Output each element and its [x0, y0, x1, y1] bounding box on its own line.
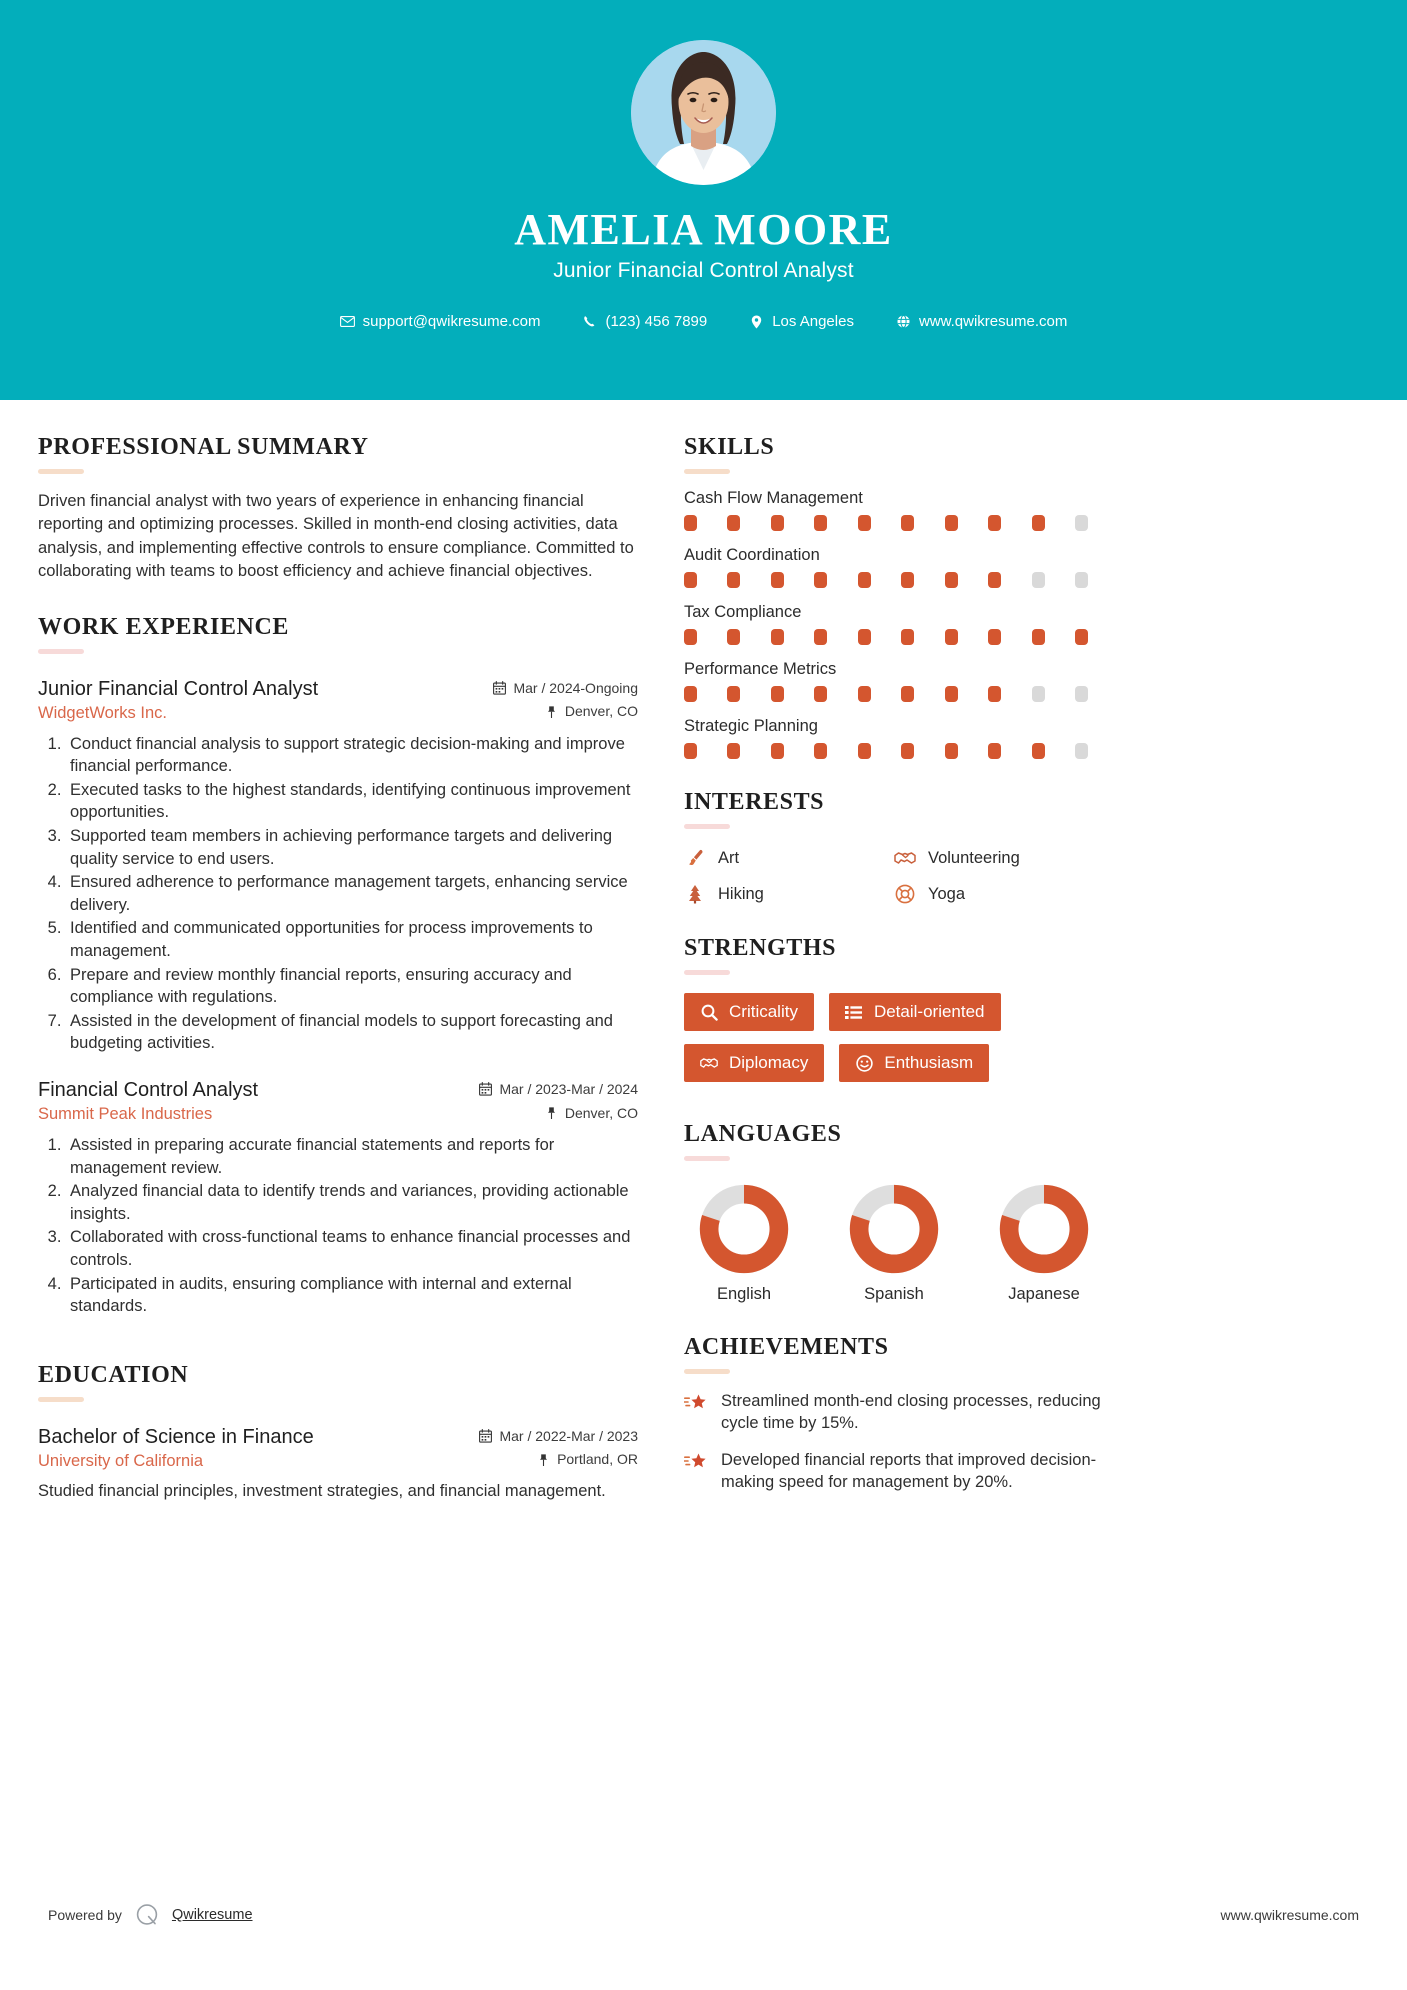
footer [0, 1902, 1407, 1928]
section-rule [684, 824, 730, 829]
language-donut [848, 1183, 940, 1275]
resume-header [0, 0, 1407, 400]
summary-text: Driven financial analyst with two years of experience in enhancing financial reporting and optimizing processes. Skilled in month-end closing activities, data analysis, and implementing effective controls to ensure compliance. Committed to collaborating with teams to boost efficiency and achieve financial objectives. [38, 492, 634, 581]
powered-by-label: Powered by [48, 1907, 122, 1923]
skill-dot [1032, 743, 1045, 759]
experience-bullet: 5. Identified and communicated opportunities for process improvements to management. [66, 917, 638, 962]
experience-entry [38, 1079, 638, 1318]
skill-dot [727, 743, 740, 759]
skill-dot [988, 515, 1001, 531]
qwikresume-logo-icon [134, 1902, 160, 1928]
language-donut [998, 1183, 1090, 1275]
education-dates [479, 1428, 638, 1444]
section-title-education: EDUCATION [38, 1361, 189, 1388]
skill-dot [858, 629, 871, 645]
experience-bullets [66, 733, 638, 1055]
education-dates-text: Mar / 2022-Mar / 2023 [499, 1427, 638, 1444]
contact-phone[interactable] [582, 313, 707, 330]
interest-item [894, 847, 1104, 869]
achievement-list [684, 1390, 1104, 1494]
section-rule [684, 1156, 730, 1161]
skill-dot [901, 743, 914, 759]
section-languages [684, 1121, 1104, 1304]
experience-bullets [66, 1134, 638, 1318]
language-item [834, 1183, 954, 1304]
interest-item [894, 883, 1104, 905]
experience-bullet: 4. Participated in audits, ensuring compliance with internal and external standards. [66, 1273, 638, 1318]
contact-website[interactable] [896, 313, 1067, 330]
paintbrush-icon [684, 847, 706, 869]
section-work-experience [38, 614, 638, 1318]
interest-grid [684, 847, 1104, 905]
skill-dot [771, 686, 784, 702]
skill-name: Performance Metrics [684, 660, 837, 678]
interest-label: Art [718, 848, 740, 867]
experience-dates-text: Mar / 2023-Mar / 2024 [499, 1081, 638, 1097]
section-rule [38, 1397, 84, 1402]
skill-dot [901, 686, 914, 702]
smiley-icon [855, 1054, 873, 1072]
skill-item [684, 717, 1104, 759]
skill-dot [684, 572, 697, 588]
skill-dot [945, 629, 958, 645]
left-column [38, 434, 638, 1508]
map-pin-icon [545, 704, 558, 718]
skill-dot [771, 515, 784, 531]
globe-icon [896, 314, 911, 329]
magnifier-icon [700, 1003, 718, 1021]
experience-role: Junior Financial Control Analyst [38, 677, 319, 700]
experience-location-text: Denver, CO [564, 1104, 638, 1121]
skill-name: Tax Compliance [684, 603, 802, 621]
experience-bullet: 2. Analyzed financial data to identify trends and variances, providing actionable insights. [66, 1180, 638, 1225]
skill-dot [858, 515, 871, 531]
education-school: University of California [38, 1451, 204, 1470]
section-title-achievements: ACHIEVEMENTS [684, 1334, 889, 1360]
skill-rating [684, 743, 1088, 759]
experience-bullet: 2. Executed tasks to the highest standards, identifying continuous improvement opportunities. [66, 779, 638, 824]
skill-item [684, 546, 1104, 588]
experience-role: Financial Control Analyst [38, 1079, 259, 1101]
interest-item [684, 883, 894, 905]
language-item [684, 1183, 804, 1304]
skill-dot [771, 572, 784, 588]
section-achievements [684, 1334, 1104, 1494]
section-title-skills: SKILLS [684, 434, 775, 460]
experience-entry [38, 678, 638, 1055]
skill-dot [858, 686, 871, 702]
strength-chip-detail-oriented [829, 993, 1001, 1031]
language-label: Spanish [864, 1285, 924, 1303]
experience-company: Summit Peak Industries [38, 1105, 213, 1123]
skill-item [684, 603, 1104, 645]
skill-item [684, 489, 1104, 531]
skill-dot [727, 629, 740, 645]
skill-dot [684, 743, 697, 759]
experience-bullet: 7. Assisted in the development of financial models to support forecasting and budgeting activities. [66, 1010, 638, 1055]
skill-dot [1032, 515, 1045, 531]
section-rule [38, 649, 84, 654]
skill-dot [1032, 572, 1045, 588]
skill-dot [988, 743, 1001, 759]
skill-dot [1075, 629, 1088, 645]
tree-icon [684, 883, 706, 905]
interest-label: Yoga [928, 884, 966, 903]
education-degree: Bachelor of Science in Finance [38, 1425, 314, 1448]
achievement-item [684, 1390, 1104, 1435]
skill-dot [945, 743, 958, 759]
strength-chip-diplomacy [684, 1044, 824, 1082]
skill-dot [858, 572, 871, 588]
education-location-text: Portland, OR [557, 1451, 638, 1468]
interest-label: Hiking [718, 884, 764, 903]
skill-dot [988, 572, 1001, 588]
skill-dot [901, 572, 914, 588]
candidate-name: AMELIA MOORE [514, 205, 893, 254]
language-label: Japanese [1008, 1285, 1080, 1303]
skill-dot [684, 686, 697, 702]
section-title-interests: INTERESTS [684, 789, 825, 815]
language-item [984, 1183, 1104, 1304]
strength-chip-criticality [684, 993, 814, 1031]
experience-dates [479, 1081, 638, 1097]
skill-rating [684, 515, 1088, 531]
skill-dot [945, 686, 958, 702]
contact-location-text: Los Angeles [772, 313, 854, 331]
experience-location [545, 1105, 638, 1121]
contact-email-text: support@qwikresume.com [362, 313, 541, 331]
right-column [684, 434, 1104, 1508]
experience-company: WidgetWorks Inc. [38, 703, 167, 722]
skill-dot [858, 743, 871, 759]
handshake-icon [894, 847, 916, 869]
map-pin-icon [545, 1106, 558, 1120]
interest-label: Volunteering [928, 848, 1020, 867]
section-title-experience: WORK EXPERIENCE [38, 613, 290, 640]
resume-body [0, 400, 1407, 1508]
interest-item [684, 847, 894, 869]
section-rule [684, 1369, 730, 1374]
section-title-summary: PROFESSIONAL SUMMARY [38, 434, 369, 460]
skill-dot [814, 743, 827, 759]
achievement-text: Developed financial reports that improved decision-making speed for management by 20%. [721, 1450, 1097, 1492]
section-title-languages: LANGUAGES [684, 1121, 842, 1147]
skill-dot [814, 572, 827, 588]
strength-label: Enthusiasm [884, 1053, 974, 1072]
skill-dot [1075, 572, 1088, 588]
experience-bullet: 3. Collaborated with cross-functional teams to enhance financial processes and controls. [66, 1226, 638, 1271]
contact-row [340, 313, 1068, 330]
skill-dot [1032, 629, 1045, 645]
calendar-icon [479, 1082, 492, 1096]
life-ring-icon [894, 883, 916, 905]
section-interests [684, 789, 1104, 905]
skill-dot [901, 629, 914, 645]
strength-chip-enthusiasm [839, 1044, 989, 1082]
section-professional-summary [38, 434, 638, 584]
education-description: Studied financial principles, investment strategies, and financial management. [38, 1481, 606, 1500]
skill-dot [945, 572, 958, 588]
language-label: English [716, 1285, 772, 1303]
section-rule [684, 469, 730, 474]
skill-name: Strategic Planning [684, 717, 818, 735]
skill-rating [684, 572, 1088, 588]
experience-location [545, 703, 638, 719]
education-entry [38, 1426, 638, 1503]
skill-dot [814, 515, 827, 531]
skill-dot [945, 515, 958, 531]
skill-dot [684, 629, 697, 645]
experience-bullet: 4. Ensured adherence to performance management targets, enhancing service delivery. [66, 871, 638, 916]
section-education [38, 1362, 638, 1503]
skill-dot [771, 629, 784, 645]
experience-bullet: 3. Supported team members in achieving performance targets and delivering quality service to end users. [66, 825, 638, 870]
contact-location [749, 313, 854, 330]
language-donut [698, 1183, 790, 1275]
skill-dot [1075, 515, 1088, 531]
section-title-strengths: STRENGTHS [684, 935, 837, 961]
skill-dot [727, 572, 740, 588]
footer-website[interactable]: www.qwikresume.com [1220, 1907, 1359, 1923]
shooting-star-icon [684, 1451, 708, 1475]
skill-rating [684, 686, 1088, 702]
skill-dot [684, 515, 697, 531]
experience-dates [493, 680, 638, 696]
phone-icon [582, 314, 597, 329]
achievement-item [684, 1449, 1104, 1494]
experience-location-text: Denver, CO [564, 703, 638, 720]
experience-bullet: 1. Conduct financial analysis to support strategic decision-making and improve financial performance. [66, 733, 638, 778]
skill-rating [684, 629, 1088, 645]
experience-bullet: 6. Prepare and review monthly financial reports, ensuring accuracy and compliance with regulations. [66, 964, 638, 1009]
skill-dot [988, 629, 1001, 645]
skill-name: Cash Flow Management [684, 489, 863, 507]
calendar-icon [479, 1429, 492, 1443]
location-pin-icon [749, 314, 764, 329]
qwikresume-brand-link[interactable]: Qwikresume [171, 1907, 253, 1923]
achievement-text: Streamlined month-end closing processes, reducing cycle time by 15%. [721, 1392, 1101, 1433]
contact-email[interactable] [340, 313, 541, 330]
language-row [684, 1183, 1104, 1304]
experience-dates-text: Mar / 2024-Ongoing [513, 679, 638, 696]
strength-rows [684, 993, 1104, 1082]
avatar [631, 40, 776, 185]
candidate-job-title: Junior Financial Control Analyst [553, 259, 854, 283]
avatar-photo [631, 40, 776, 185]
contact-website-text: www.qwikresume.com [918, 313, 1068, 331]
skill-dot [771, 743, 784, 759]
skill-dot [901, 515, 914, 531]
section-skills [684, 434, 1104, 759]
section-strengths [684, 935, 1104, 1082]
calendar-icon [493, 681, 506, 695]
strength-label: Detail-oriented [873, 1002, 985, 1021]
list-icon [845, 1003, 863, 1021]
section-rule [684, 970, 730, 975]
skill-dot [988, 686, 1001, 702]
skill-name: Audit Coordination [684, 546, 820, 564]
skill-dot [1075, 743, 1088, 759]
handshake-icon [700, 1054, 718, 1072]
skill-dot [1032, 686, 1045, 702]
skill-dot [814, 686, 827, 702]
strength-label: Diplomacy [729, 1053, 809, 1072]
map-pin-icon [537, 1452, 550, 1466]
skill-dot [814, 629, 827, 645]
envelope-icon [340, 314, 355, 329]
section-rule [38, 469, 84, 474]
skill-dot [1075, 686, 1088, 702]
contact-phone-text: (123) 456 7899 [605, 313, 708, 331]
shooting-star-icon [684, 1392, 708, 1416]
strength-label: Criticality [729, 1002, 798, 1021]
skill-dot [727, 686, 740, 702]
skill-dot [727, 515, 740, 531]
education-location [537, 1451, 638, 1467]
experience-bullet: 1. Assisted in preparing accurate financial statements and reports for management review. [66, 1134, 638, 1179]
skill-item [684, 660, 1104, 702]
